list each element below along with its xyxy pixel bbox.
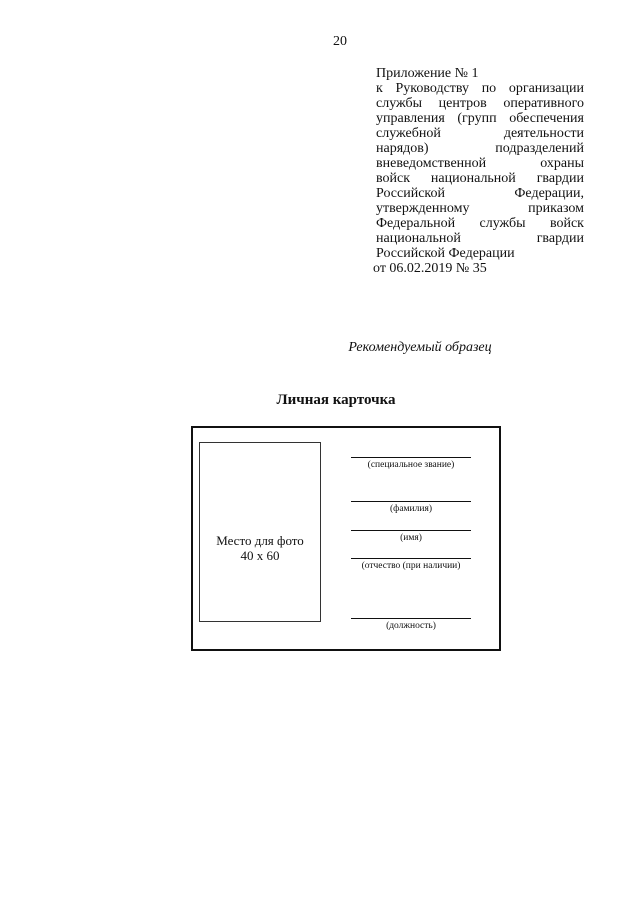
appendix-line: к Руководству по организации xyxy=(376,81,584,96)
position-field-caption: (должность) xyxy=(386,621,436,631)
photo-size: 40 x 60 xyxy=(240,548,280,563)
sample-note: Рекомендуемый образец xyxy=(348,340,492,355)
photo-label-caption: Место для фото xyxy=(216,533,304,548)
surname-field-line xyxy=(351,501,471,502)
appendix-line: служебной деятельности xyxy=(376,126,584,141)
name-field-line xyxy=(351,530,471,531)
appendix-line: войск национальной гвардии xyxy=(376,171,584,186)
surname-field-caption: (фамилия) xyxy=(390,504,432,514)
appendix-header xyxy=(373,66,584,276)
appendix-line: нарядов) подразделений xyxy=(376,141,584,156)
card-title: Личная карточка xyxy=(276,392,396,408)
appendix-line: службы центров оперативного xyxy=(376,96,584,111)
patronymic-field-line xyxy=(351,558,471,559)
name-field-caption: (имя) xyxy=(400,533,422,543)
appendix-line: вневедомственной охраны xyxy=(376,156,584,171)
appendix-line: национальной гвардии xyxy=(376,231,584,246)
page-number: 20 xyxy=(333,34,347,49)
appendix-line: управления (групп обеспечения xyxy=(376,111,584,126)
appendix-line: Российской Федерации, xyxy=(376,186,584,201)
appendix-line: утвержденному приказом xyxy=(376,201,584,216)
appendix-line: Федеральной службы войск xyxy=(376,216,584,231)
personal-card-frame xyxy=(191,426,501,651)
appendix-line: от 06.02.2019 № 35 xyxy=(373,261,487,276)
photo-placeholder xyxy=(199,442,321,622)
patronymic-field-caption: (отчество (при наличии) xyxy=(361,561,461,571)
appendix-line: Приложение № 1 xyxy=(376,66,479,81)
rank-field-line xyxy=(351,457,471,458)
appendix-line: Российской Федерации xyxy=(376,246,515,261)
photo-label xyxy=(200,533,320,563)
position-field-line xyxy=(351,618,471,619)
rank-field-caption: (специальное звание) xyxy=(367,460,455,470)
